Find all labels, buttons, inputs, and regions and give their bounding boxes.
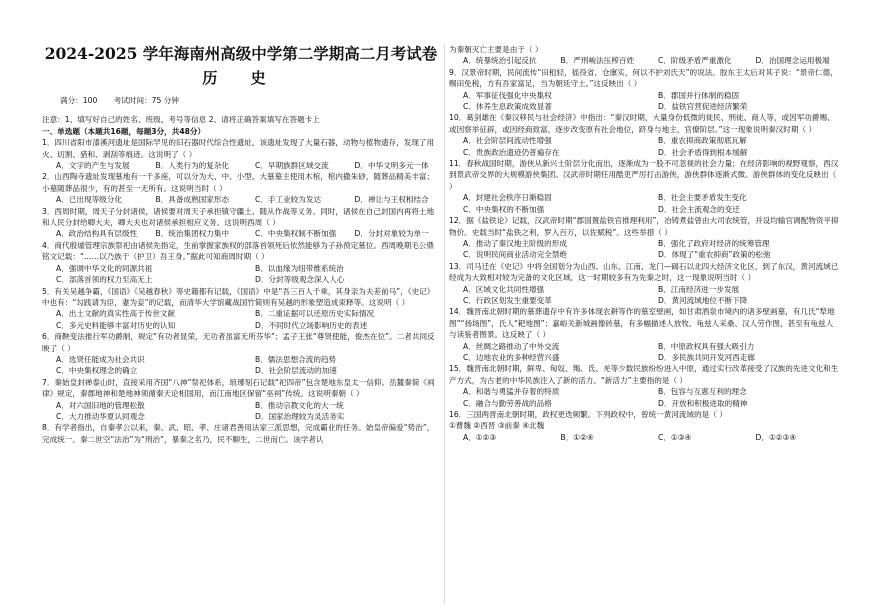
question-stem: 15．魏晋南北朝时期，鲜卑、匈奴、羯、氐、羌等少数民族纷纷进入中原，通过实行改革接受了汉族的先进文化和生产方式，为古老的中华民族注入了新的活力。“新活力”主要指的是（ ） <box>449 364 839 385</box>
answer-option: D．分封等级观念深入人心 <box>255 275 345 285</box>
answer-option: D．国家治理较为灵活务实 <box>255 411 345 421</box>
question <box>42 206 440 240</box>
answer-option: C．贵族政治遗迹仍普遍存在 <box>463 147 560 157</box>
answer-option: D．治国理念运用极端 <box>755 56 830 66</box>
question <box>42 331 440 377</box>
question <box>449 363 839 409</box>
answer-options <box>449 55 839 66</box>
exam-notice: 注意：1、填写好自己的姓名、班级、考号等信息 2、请将正确答案填写在答题卡上 <box>42 115 320 125</box>
question <box>449 409 839 432</box>
right-question-list <box>449 44 839 443</box>
question-stem: 5．有关吴越争霸，《国语》《吴越春秋》等史籍都有记载，《国语》中是“吾三百人千乘，其身亲为夫差前马”，《史记》中也有：“勾践请为臣，妻为妾”的记载，而清华大学馆藏战国竹简则有吴越的形象塑造成束释等。这说明（ ） <box>42 286 435 307</box>
question <box>449 215 839 261</box>
answer-option: D．①②③④ <box>755 432 797 442</box>
answer-option: B．社会主要矛盾发生变化 <box>658 193 747 203</box>
answer-option: D．社会阶层流动的加速 <box>255 366 337 376</box>
answer-options <box>449 386 839 409</box>
answer-option: B．统治集团权力集中 <box>155 229 230 239</box>
question <box>449 261 839 307</box>
question <box>42 422 440 445</box>
right-top-spacer <box>449 0 839 44</box>
question <box>42 240 440 286</box>
question <box>449 112 839 158</box>
answer-option: B．江南经济进一步发展 <box>658 284 740 294</box>
answer-options <box>449 284 839 307</box>
score-label: 满分：100 <box>60 96 98 105</box>
answer-option: C．行政区划发生重要变革 <box>463 295 552 305</box>
question-stem: 12．据《盐铁论》记载，汉武帝时期“郡国置盐铁官推理利用”，冶铸煮盐曾由大司农统管，并设均输官调配物资平抑物价。史载当时“盐铁之利，罗入百万，以佐赋税”。这些举措（ ） <box>449 216 839 237</box>
question <box>42 377 440 423</box>
question-stem: 8．有学者指出，自秦孝公以来，秦、武、昭、孝、庄诸君善用法家三派思想，完成霸业的任务。始皇帝偏爱“势治”，完成统一。秦二世空“法治”为“刑治”，暴秦之名乃，民不聊生，二世而亡。该学者认 <box>42 423 435 444</box>
question-stem: 为秦朝灭亡主要是由于（ ） <box>449 45 543 54</box>
answer-option: B．二重证据可以还原历史实际情况 <box>255 309 375 319</box>
right-column <box>449 0 839 443</box>
answer-option: A．对六国旧地的管理松散 <box>56 400 145 410</box>
answer-option: A．出土文献的真实性高于传世文献 <box>56 309 176 319</box>
answer-option: B．包容与互惠互利的理念 <box>658 387 747 397</box>
question-stem: 11．春秋战国时期，游侠从新兴士阶层分化而出，逐渐成为一股不可忽视的社会力量；在经济影响的视野观察，西汉到景武帝交界的大规模游侠集团。汉武帝时期任用酷吏严厉打击游侠，游侠群体逐渐式微。游侠群体的变化反映出（ ） <box>449 159 839 191</box>
question <box>449 44 839 67</box>
answer-options <box>42 228 440 239</box>
answer-option: C．融合与勤劳善战的品格 <box>463 398 552 408</box>
answer-option: D．开放和积极进取的精神 <box>658 398 748 408</box>
answer-option: A．区域文化共同性增强 <box>463 284 545 294</box>
answer-option: D．社会主流观念的变迁 <box>658 204 740 214</box>
answer-option: D．社会矛盾得到根本缓解 <box>658 147 748 157</box>
answer-option: A．选贤任能成为社会共识 <box>56 354 145 364</box>
answer-options <box>42 400 440 423</box>
answer-option: D．盐铁官营促进经济繁荣 <box>658 102 748 112</box>
question <box>449 158 839 215</box>
answer-options <box>449 90 839 113</box>
answer-option: A．统暴统治引起反抗 <box>463 56 537 66</box>
answer-option: A．政治结构具有层级性 <box>56 229 138 239</box>
answer-option: B．以血缘为纽带维系统治 <box>255 263 344 273</box>
answer-option: A．①②③ <box>463 432 497 442</box>
question-stem: 16．三国两晋南北朝时期，政权更迭频繁。下列政权中，曾统一黄河流域的是（ ） <box>449 410 727 419</box>
answer-option: C．①③④ <box>658 432 692 442</box>
answer-option: C．早期族群区域交流 <box>255 161 329 171</box>
answer-options <box>42 308 440 331</box>
answer-option: ①曹魏 ②西晋 ③前秦 ④北魏 <box>449 421 545 431</box>
question-stem: 7．秦始皇封禅泰山时，直接采用齐国“八神”祭祀体系，琅琊刻石记载“祀四帝”包含楚地东皇太一信仰。岳麓秦简《祠律》规定，秦郡地神和楚地神须循秦天论相国用，而江南地区保留“巫祠”传统。这说明秦朝（ ） <box>42 377 435 399</box>
question-stem: 13．司马迁在《史记》中将全国划分为山西、山东、江南、龙门—碣石以北四大经济文化区，到了东汉，黄河流域已经成为大致相对较为完备的文化区域，这一时期较多有为先秦之时，这一现象说明当时（ ） <box>449 261 839 283</box>
answer-option: D．分封对象较为单一 <box>354 229 429 239</box>
answer-option: C．部落首领的权力至高无上 <box>56 275 153 285</box>
answer-option: A．封建社会秩序日渐稳固 <box>463 193 552 203</box>
answer-option: A．社会阶层间流动性增强 <box>463 136 552 146</box>
answer-options <box>449 432 839 443</box>
answer-option: B．推动宗教文化的大一统 <box>255 400 344 410</box>
answer-option: C．大力推动华夏认同观念 <box>56 411 145 421</box>
answer-option: B．具备成熟国家形态 <box>155 195 230 205</box>
answer-option: D．黄河流域地位不断下降 <box>658 295 748 305</box>
answer-option: A．强调中华文化的同源共祖 <box>56 263 153 273</box>
answer-options <box>449 192 839 215</box>
answer-option: A．丝绸之路推动了中外交流 <box>463 341 560 351</box>
answer-option: B．强化了政府对经济的统筹管理 <box>658 238 770 248</box>
answer-option: A．和谐与勇猛并存着的特质 <box>463 387 560 397</box>
question-stem: 10．葛剑雄在《秦汉移民与社会经济》中指出：“秦汉时期，大量身份低微的徙民、刑徒、商人等，或因军功爵赐、或因察举征辟，或因经商致富，逐步改变原有社会地位，跻身与地主、官僚阶层。”这一现象说明秦汉时期（ ） <box>449 113 835 134</box>
answer-option: C．多元史料能够丰富对历史的认知 <box>56 320 176 330</box>
answer-option: C．中央集权理念的确立 <box>56 366 138 376</box>
answer-option: C．说明民间商业活动完全禁绝 <box>463 250 568 260</box>
answer-options <box>449 135 839 158</box>
answer-options <box>42 160 440 171</box>
answer-option: D．不同时代立场影响历史的表述 <box>255 320 368 330</box>
answer-option: C．边地农业的多种经营兴盛 <box>463 352 560 362</box>
question-stem: 9．汉景帝时期，民间流传“田租轻，徭役省，仓廪实，何以不护刘氏天”的说法。胶东王太后对其子说：“景帝仁德，赐田免税，方有吾家富足，当为朝廷守土。”这反映出（ ） <box>449 67 838 89</box>
answer-option: B．中原政权具有强大吸引力 <box>658 341 755 351</box>
answer-option: B．郡国并行体制的稳固 <box>658 90 740 100</box>
answer-options <box>449 238 839 261</box>
question <box>42 171 440 205</box>
answer-options <box>449 420 839 431</box>
answer-option: C．中央集权制不断加强 <box>255 229 337 239</box>
answer-option: D．禅让与王权相结合 <box>354 195 429 205</box>
question-stem: 6．商鞅变法推行军功爵制，规定“有功者显荣，无功者虽富无所芬华”；孟子王张“尊贤使能，俊杰在位”。二者共同反映了（ ） <box>42 332 435 353</box>
answer-option: A．已出现等级分化 <box>56 195 122 205</box>
answer-options <box>42 263 440 286</box>
answer-options <box>42 354 440 377</box>
exam-meta <box>60 95 440 106</box>
answer-option: B．①②④ <box>560 432 594 442</box>
question-stem: 4．商代殷墟管理宗族祭祀由诸侯先指定，生前掌握家族权的部落首领死后依然能够为子孙预定墓位。西周晚期毛公鼎铭文记载：“……以乃族干（护卫）吾王身。”据此可知商周时期（ ） <box>42 240 435 262</box>
answer-option: C．休养生息政策成效显著 <box>463 102 552 112</box>
answer-option: A．文字的产生与发展 <box>56 161 130 171</box>
answer-option: D．体现了“重农抑商”政策的松弛 <box>658 250 771 260</box>
question-stem: 1．四川省阳市漆溪河遗址是国际罕见的旧石器时代综合性遗址，该遗址发现了大量石器，动物与植物遗存，发现了用火、切割、猎和、剥刮等痕迹。这说明了（ ） <box>42 138 435 159</box>
left-question-list <box>42 137 440 445</box>
question-stem: 14．魏晋南北朝时期的墓葬遗存中有许多体现农耕等作的墓室壁画，如甘肃酒泉市境内的诸多壁画墓，有几氏“犁地图”“扬场图”，氏人“耙地图”；嘉峪关新城画像砖墓，有多幅描述人放牧、龟兹人采桑、汉人劳作图，甚至有龟兹人与读鉴者图景。这反映了（ ） <box>449 307 835 340</box>
subject-title: 历 史 <box>202 69 280 87</box>
question <box>449 432 839 443</box>
exam-title: 2024-2025 学年海南州高级中学第二学期高二月考试卷 <box>44 44 438 63</box>
question-stem: 2．山西陶寺遗址发现墓地有一千多座，可以分为大、中、小型。大墓墓主使用木棺，棺内撒朱砂，随葬品精美丰富；小墓随葬品很少，有的甚至一无所有。这说明当时（ ） <box>42 172 435 193</box>
column-divider <box>444 44 445 604</box>
answer-option: B．人类行为的复杂化 <box>155 161 230 171</box>
answer-option: B．儒法思想合流的趋势 <box>255 354 337 364</box>
answer-option: B．严刑峻法压榨百姓 <box>560 56 635 66</box>
question <box>449 67 839 113</box>
answer-option: A．推动了秦汉地主阶级的形成 <box>463 238 567 248</box>
question <box>42 286 440 332</box>
answer-options <box>42 194 440 205</box>
section-title: 一、单选题（本题共16题，每题3分，共48分） <box>42 126 206 136</box>
answer-option: C．手工业较为发达 <box>255 195 322 205</box>
answer-option: D．中华文明多元一体 <box>354 161 429 171</box>
question <box>449 306 839 363</box>
answer-option: B．重农抑商政策彻底瓦解 <box>658 136 747 146</box>
left-column <box>42 0 440 445</box>
answer-option: C．阶级矛盾严重激化 <box>658 56 732 66</box>
question-stem: 3．西周时期，周天子分封诸侯，诸侯要对周天子承担镇守疆土、随从作战等义务。同时，诸侯在自己封国内再将土地和人民分封给卿大夫，卿大夫也对诸侯承担相应义务。这说明西周（ ） <box>42 206 435 228</box>
answer-option: D．多民族共同开发河西走廊 <box>658 352 755 362</box>
question <box>42 137 440 171</box>
time-label: 考试时间：75 分钟 <box>113 96 179 105</box>
answer-option: C．中央集权的不断加强 <box>463 204 545 214</box>
answer-option: A．军事征伐强化中央集权 <box>463 90 552 100</box>
answer-options <box>449 341 839 364</box>
